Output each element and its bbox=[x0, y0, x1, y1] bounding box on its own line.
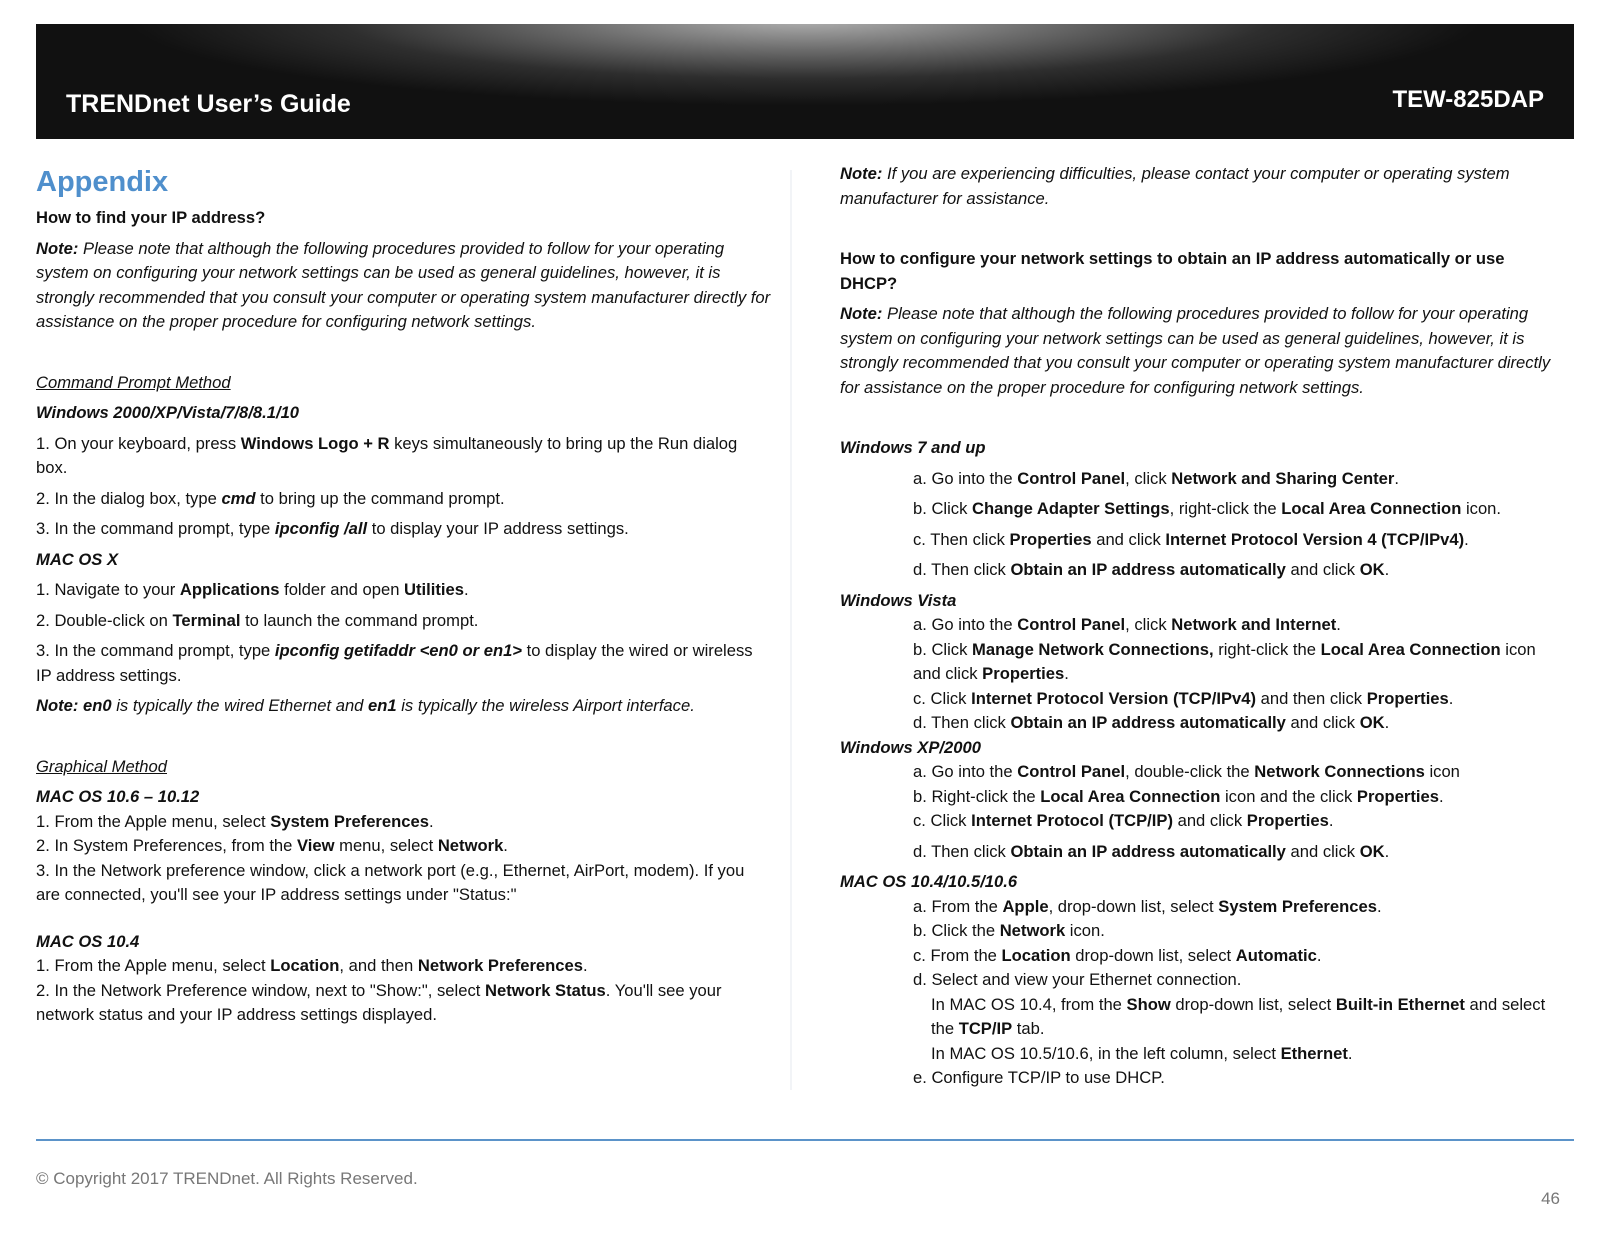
mac-step-2: 2. Double-click on Terminal to launch the command prompt. bbox=[36, 610, 479, 630]
command-prompt-method: Command Prompt Method bbox=[36, 372, 231, 392]
m-step-b: b. Click the Network icon. bbox=[913, 921, 1105, 940]
m-step-d2: In MAC OS 10.5/10.6, in the left column, select Ethernet. bbox=[931, 1043, 1353, 1063]
w7-step-b: b. Click Change Adapter Settings, right-click the Local Area Connection icon. bbox=[913, 499, 1502, 518]
m-step-d: d. Select and view your Ethernet connection. bbox=[913, 970, 1242, 989]
v-step-b: b. Click Manage Network Connections, right-click the Local Area Connection icon and click Properties. bbox=[913, 639, 1536, 683]
footer-rule bbox=[36, 1139, 1574, 1141]
find-ip-title: How to find your IP address? bbox=[36, 208, 266, 227]
mac1012-heading: MAC OS 10.6 – 10.12 bbox=[36, 787, 200, 806]
left-column bbox=[36, 162, 771, 1028]
page-number: 46 bbox=[1541, 1189, 1560, 1208]
general-note bbox=[36, 237, 771, 335]
m4-step-1: 1. From the Apple menu, select Location, and then Network Preferences. bbox=[36, 956, 588, 975]
m12-step-2: 2. In System Preferences, from the View menu, select Network. bbox=[36, 836, 508, 855]
windows-heading: Windows 2000/XP/Vista/7/8/8.1/10 bbox=[36, 403, 300, 422]
page-header bbox=[36, 24, 1574, 139]
w7-step-d: d. Then click Obtain an IP address automatically and click OK. bbox=[913, 560, 1390, 579]
win-step-1: 1. On your keyboard, press Windows Logo + R keys simultaneously to bring up the Run dialog box. bbox=[36, 433, 738, 477]
w7-step-a: a. Go into the Control Panel, click Network and Sharing Center. bbox=[913, 468, 1399, 488]
m4-step-2: 2. In the Network Preference window, next to "Show:", select Network Status. You'll see your network status and your IP address settings displayed. bbox=[36, 980, 722, 1024]
model-name: TEW-825DAP bbox=[1392, 86, 1544, 113]
en-note: Note: en0 is typically the wired Ethernet and en1 is typically the wireless Airport interface. bbox=[36, 696, 695, 715]
v-step-a: a. Go into the Control Panel, click Network and Internet. bbox=[913, 615, 1341, 634]
m-step-a: a. From the Apple, drop-down list, select System Preferences. bbox=[913, 896, 1382, 916]
m-step-c: c. From the Location drop-down list, select Automatic. bbox=[913, 945, 1322, 965]
mac-step-3: 3. In the command prompt, type ipconfig getifaddr <en0 or en1> to display the wired or wireless IP address settings. bbox=[36, 641, 753, 685]
copyright: © Copyright 2017 TRENDnet. All Rights Reserved. bbox=[36, 1169, 418, 1188]
mac104-heading: MAC OS 10.4 bbox=[36, 931, 140, 951]
vista-heading: Windows Vista bbox=[840, 590, 957, 610]
xp-step-d: d. Then click Obtain an IP address automatically and click OK. bbox=[913, 841, 1390, 861]
note-label: Note: bbox=[36, 238, 79, 258]
appendix-heading: Appendix bbox=[36, 166, 169, 198]
xp-step-b: b. Right-click the Local Area Connection icon and the click Properties. bbox=[913, 786, 1444, 806]
win7-heading: Windows 7 and up bbox=[840, 438, 986, 457]
m-step-d1: In MAC OS 10.4, from the Show drop-down list, select Built-in Ethernet and select the TCP/IP tab. bbox=[931, 994, 1546, 1038]
dhcp-title: How to configure your network settings to obtain an IP address automatically or use DHCP? bbox=[840, 249, 1505, 293]
right-column bbox=[840, 162, 1565, 1091]
m12-step-1: 1. From the Apple menu, select System Preferences. bbox=[36, 811, 434, 831]
w7-step-c: c. Then click Properties and click Internet Protocol Version 4 (TCP/IPv4). bbox=[913, 529, 1469, 549]
v-step-c: c. Click Internet Protocol Version (TCP/IPv4) and then click Properties. bbox=[913, 688, 1454, 708]
macosx-heading: MAC OS X bbox=[36, 549, 119, 569]
v-step-d: d. Then click Obtain an IP address automatically and click OK. bbox=[913, 713, 1390, 732]
mac-heading-right: MAC OS 10.4/10.5/10.6 bbox=[840, 872, 1018, 891]
column-divider bbox=[790, 170, 792, 1090]
graphical-method: Graphical Method bbox=[36, 756, 167, 776]
xp-heading: Windows XP/2000 bbox=[840, 737, 981, 757]
difficulties-note: Note: If you are experiencing difficulties, please contact your computer or operating system manufacturer for assistance. bbox=[840, 164, 1510, 208]
win-step-2: 2. In the dialog box, type cmd to bring up the command prompt. bbox=[36, 488, 505, 508]
xp-step-c: c. Click Internet Protocol (TCP/IP) and click Properties. bbox=[913, 811, 1334, 830]
guide-title: TRENDnet User’s Guide bbox=[66, 90, 351, 118]
dhcp-note: Note: Please note that although the following procedures provided to follow for your operating system on configuring your network settings can be used as general guidelines, however, it is strongly recommended that you consult your computer or operating system manufacturer directly for assistance on the proper procedure for configuring network settings. bbox=[840, 304, 1551, 397]
win-step-3: 3. In the command prompt, type ipconfig /all to display your IP address settings. bbox=[36, 519, 629, 538]
note-text: Please note that although the following procedures provided to follow for your operating system on configuring your network settings can be used as general guidelines, however, it is strongly recommended that you consult your computer or operating system manufacturer directly for assistance on the proper procedure for configuring network settings. bbox=[36, 238, 771, 331]
m12-step-3: 3. In the Network preference window, click a network port (e.g., Ethernet, AirPort, modem). If you are connected, you'll see your IP address settings under "Status:" bbox=[36, 860, 745, 904]
m-step-e: e. Configure TCP/IP to use DHCP. bbox=[913, 1068, 1165, 1087]
xp-step-a: a. Go into the Control Panel, double-click the Network Connections icon bbox=[913, 762, 1460, 781]
mac-step-1: 1. Navigate to your Applications folder and open Utilities. bbox=[36, 580, 469, 599]
